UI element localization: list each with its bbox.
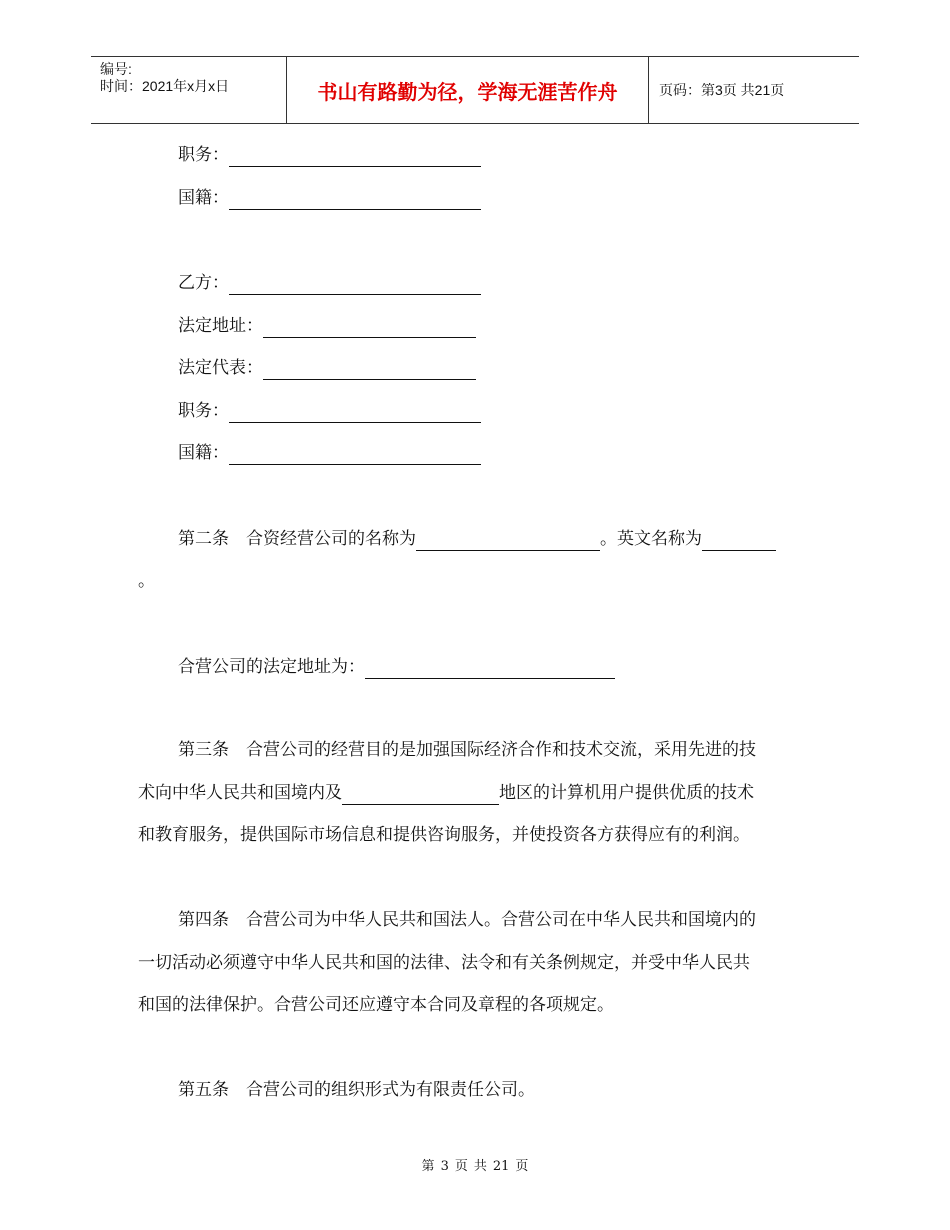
article-3-text-a: 术向中华人民共和国境内及 <box>138 783 342 803</box>
field-label: 职务： <box>178 401 229 421</box>
header-page-info: 页码：第3页 共21页 <box>659 82 785 98</box>
article-2-text-a: 第二条 合资经营公司的名称为 <box>178 529 416 549</box>
legal-address-field[interactable] <box>365 660 615 679</box>
field-label: 国籍： <box>178 188 229 208</box>
field-row <box>178 356 476 380</box>
blank-field[interactable] <box>263 361 476 380</box>
footer-ye: 页 <box>454 1159 468 1174</box>
article-4-line: 和国的法律保护。合营公司还应遵守本合同及章程的各项规定。 <box>138 995 614 1015</box>
header-meta <box>100 61 229 95</box>
blank-field[interactable] <box>229 446 481 465</box>
footer-total-pages: 21 <box>492 1159 510 1174</box>
article-2 <box>178 527 776 551</box>
time-label: 时间：2021年x月x日 <box>100 78 230 94</box>
blank-field[interactable] <box>229 404 481 423</box>
company-name-field[interactable] <box>416 532 600 551</box>
article-4-line: 一切活动必须遵守中华人民共和国的法律、法令和有关条例规定，并受中华人民共 <box>138 953 750 973</box>
field-row <box>178 399 481 423</box>
field-label: 国籍： <box>178 443 229 463</box>
blank-field[interactable] <box>229 276 481 295</box>
field-row <box>178 314 476 338</box>
page-footer <box>0 1155 950 1174</box>
field-row <box>178 186 481 210</box>
footer-di: 第 <box>421 1159 435 1174</box>
article-2-end: 。 <box>138 571 155 591</box>
field-row <box>178 271 481 295</box>
field-label: 乙方： <box>178 273 229 293</box>
field-label: 法定地址： <box>178 316 263 336</box>
field-label: 职务： <box>178 145 229 165</box>
article-3-line: 第三条 合营公司的经营目的是加强国际经济合作和技术交流，采用先进的技 <box>178 740 756 760</box>
article-3-line: 和教育服务，提供国际市场信息和提供咨询服务，并使投资各方获得应有的利润。 <box>138 825 750 845</box>
article-5: 第五条 合营公司的组织形式为有限责任公司。 <box>178 1080 535 1100</box>
region-field[interactable] <box>342 786 499 805</box>
english-name-field[interactable] <box>702 532 776 551</box>
field-row <box>178 143 481 167</box>
header-divider <box>648 57 649 123</box>
legal-address-row <box>178 655 615 679</box>
number-label: 编号: <box>100 61 132 77</box>
article-3-line <box>138 781 754 805</box>
blank-field[interactable] <box>229 191 481 210</box>
field-label: 法定代表： <box>178 358 263 378</box>
footer-ye2: 页 <box>515 1159 529 1174</box>
field-row <box>178 441 481 465</box>
article-2-text-b: 。英文名称为 <box>600 529 702 549</box>
footer-gong: 共 <box>473 1159 487 1174</box>
header-motto: 书山有路勤为径，学海无涯苦作舟 <box>317 79 618 104</box>
page-header <box>91 56 859 124</box>
legal-address-label: 合营公司的法定地址为： <box>178 657 365 677</box>
blank-field[interactable] <box>263 319 476 338</box>
article-4-line: 第四条 合营公司为中华人民共和国法人。合营公司在中华人民共和国境内的 <box>178 910 756 930</box>
footer-page-number: 3 <box>440 1159 449 1174</box>
blank-field[interactable] <box>229 148 481 167</box>
article-3-text-b: 地区的计算机用户提供优质的技术 <box>499 783 754 803</box>
